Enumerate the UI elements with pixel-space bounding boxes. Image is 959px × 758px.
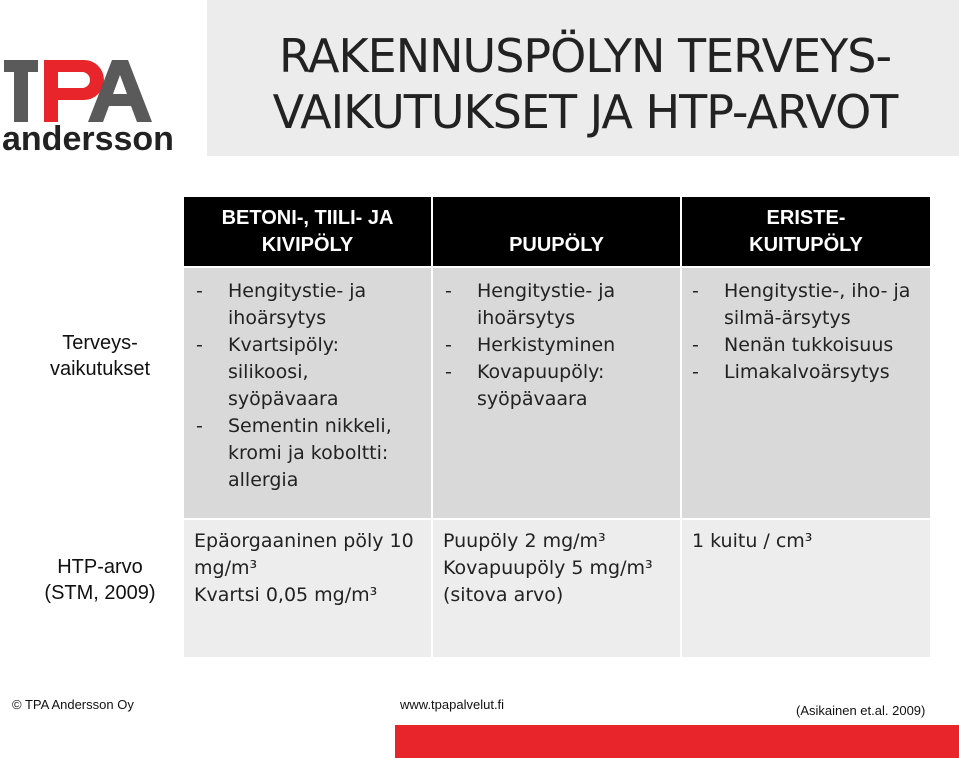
htp-line: mg/m³ xyxy=(194,557,258,579)
htp-line: Puupöly 2 mg/m³ xyxy=(443,530,606,552)
cell-htp-wood xyxy=(433,520,680,657)
list-item: - Kovapuupöly: syöpävaara xyxy=(445,359,672,413)
row-label-htp xyxy=(20,554,180,606)
cell-health-wood xyxy=(433,268,680,518)
cell-health-concrete xyxy=(184,268,431,518)
row-label-htp-line2: (STM, 2009) xyxy=(44,582,156,604)
slide-title xyxy=(220,28,950,140)
list-item: - Sementin nikkeli, kromi ja koboltti: allergia xyxy=(196,413,423,494)
htp-line: Kvartsi 0,05 mg/m³ xyxy=(194,584,378,606)
slide-title-line1: RAKENNUSPÖLYN TERVEYS- xyxy=(278,29,892,83)
row-label-health-line1: Terveys- xyxy=(62,332,138,354)
htp-line: Epäorgaaninen pöly 10 xyxy=(194,530,414,552)
footer-website[interactable]: www.tpapalvelut.fi xyxy=(400,697,505,712)
cell-htp-insulation xyxy=(682,520,930,657)
htp-line: 1 kuitu / cm³ xyxy=(692,530,813,552)
list-item: - Hengitystie- ja ihoärsytys xyxy=(445,278,672,332)
list-item: - Kvartsipöly: silikoosi, syöpävaara xyxy=(196,332,423,413)
list-item: - Herkistyminen xyxy=(445,332,672,359)
row-label-health xyxy=(20,330,180,382)
header-insulation xyxy=(682,197,930,266)
header-concrete-line2: KIVIPÖLY xyxy=(261,234,354,256)
cell-htp-concrete xyxy=(184,520,431,657)
logo-text: TPA xyxy=(0,50,2,51)
header-wood-line2: PUUPÖLY xyxy=(509,234,604,256)
header-insulation-line2: KUITUPÖLY xyxy=(749,234,863,256)
list-item: - Nenän tukkoisuus xyxy=(692,332,926,359)
header-concrete-line1: BETONI-, TIILI- JA xyxy=(221,207,394,229)
footer-source: (Asikainen et.al. 2009) xyxy=(796,703,926,718)
list-item: - Hengitystie- ja ihoärsytys xyxy=(196,278,423,332)
slide-title-line2: VAIKUTUKSET JA HTP-ARVOT xyxy=(272,85,898,139)
htp-line: Kovapuupöly 5 mg/m³ xyxy=(443,557,653,579)
footer-copyright: © TPA Andersson Oy xyxy=(12,697,134,712)
cell-health-insulation xyxy=(682,268,930,518)
row-label-health-line2: vaikutukset xyxy=(49,358,151,380)
header-wood-line1 xyxy=(433,205,680,232)
header-wood xyxy=(433,197,680,266)
footer-red-bar xyxy=(395,725,959,758)
logo-wordmark: andersson xyxy=(2,120,174,158)
header-insulation-line1: ERISTE- xyxy=(766,207,846,229)
header-concrete xyxy=(184,197,431,266)
htp-line: (sitova arvo) xyxy=(443,584,564,606)
list-item: - Hengitystie-, iho- ja silmä-ärsytys xyxy=(692,278,926,332)
list-item: - Limakalvoärsytys xyxy=(692,359,926,386)
row-label-htp-line1: HTP-arvo xyxy=(57,556,143,578)
